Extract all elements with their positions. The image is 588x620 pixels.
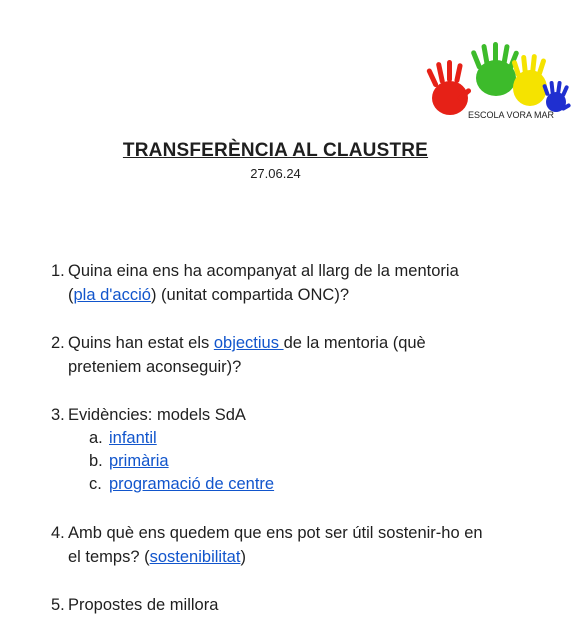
green-hand-icon (470, 42, 519, 96)
question-number: 2. (51, 334, 65, 352)
link-infantil[interactable]: infantil (109, 429, 157, 447)
question-text: Quina eina ens ha acompanyat al llarg de la mentoria (68, 262, 459, 280)
document-title: TRANSFERÈNCIA AL CLAUSTRE (122, 140, 429, 161)
link-sostenibilitat[interactable]: sostenibilitat (149, 548, 241, 566)
link-objectius[interactable]: objectius (213, 334, 284, 352)
link-primaria[interactable]: primària (109, 452, 169, 470)
yellow-hand-icon (511, 54, 547, 106)
question-text: preteniem aconseguir)? (68, 358, 242, 376)
question-number: 5. (51, 596, 65, 614)
subitem-c (89, 473, 274, 496)
subitem-letter: a. (89, 429, 103, 447)
question-text: ) (240, 548, 246, 566)
link-programacio-centre[interactable]: programació de centre (109, 475, 275, 493)
school-name: ESCOLA VORA MAR (468, 110, 555, 120)
subitem-letter: c. (89, 475, 102, 493)
question-text: ( (68, 286, 74, 304)
question-text: de la mentoria (què (283, 334, 426, 352)
subitem-a (89, 427, 157, 450)
document-date: 27.06.24 (250, 166, 301, 181)
question-number: 3. (51, 406, 65, 424)
question-text: Amb què ens quedem que ens pot ser útil sostenir-ho en (68, 524, 483, 542)
question-number: 4. (51, 524, 65, 542)
subitem-b (89, 450, 169, 473)
hand-prints-icon (418, 38, 578, 124)
question-text: Quins han estat els (68, 334, 214, 352)
blue-hand-icon (542, 81, 571, 112)
subitem-letter: b. (89, 452, 103, 470)
question-text: Evidències: models SdA (68, 406, 246, 424)
question-4 (51, 521, 483, 569)
question-2 (51, 331, 426, 379)
question-3 (51, 403, 246, 427)
question-text: el temps? ( (68, 548, 150, 566)
question-number: 1. (51, 262, 65, 280)
red-hand-icon (426, 60, 472, 115)
school-logo (418, 38, 578, 124)
question-1 (51, 259, 459, 307)
question-text: Propostes de millora (68, 596, 219, 614)
link-pla-accio[interactable]: pla d'acció (73, 286, 151, 304)
question-text: ) (unitat compartida ONC)? (150, 286, 350, 304)
question-5 (51, 593, 218, 617)
